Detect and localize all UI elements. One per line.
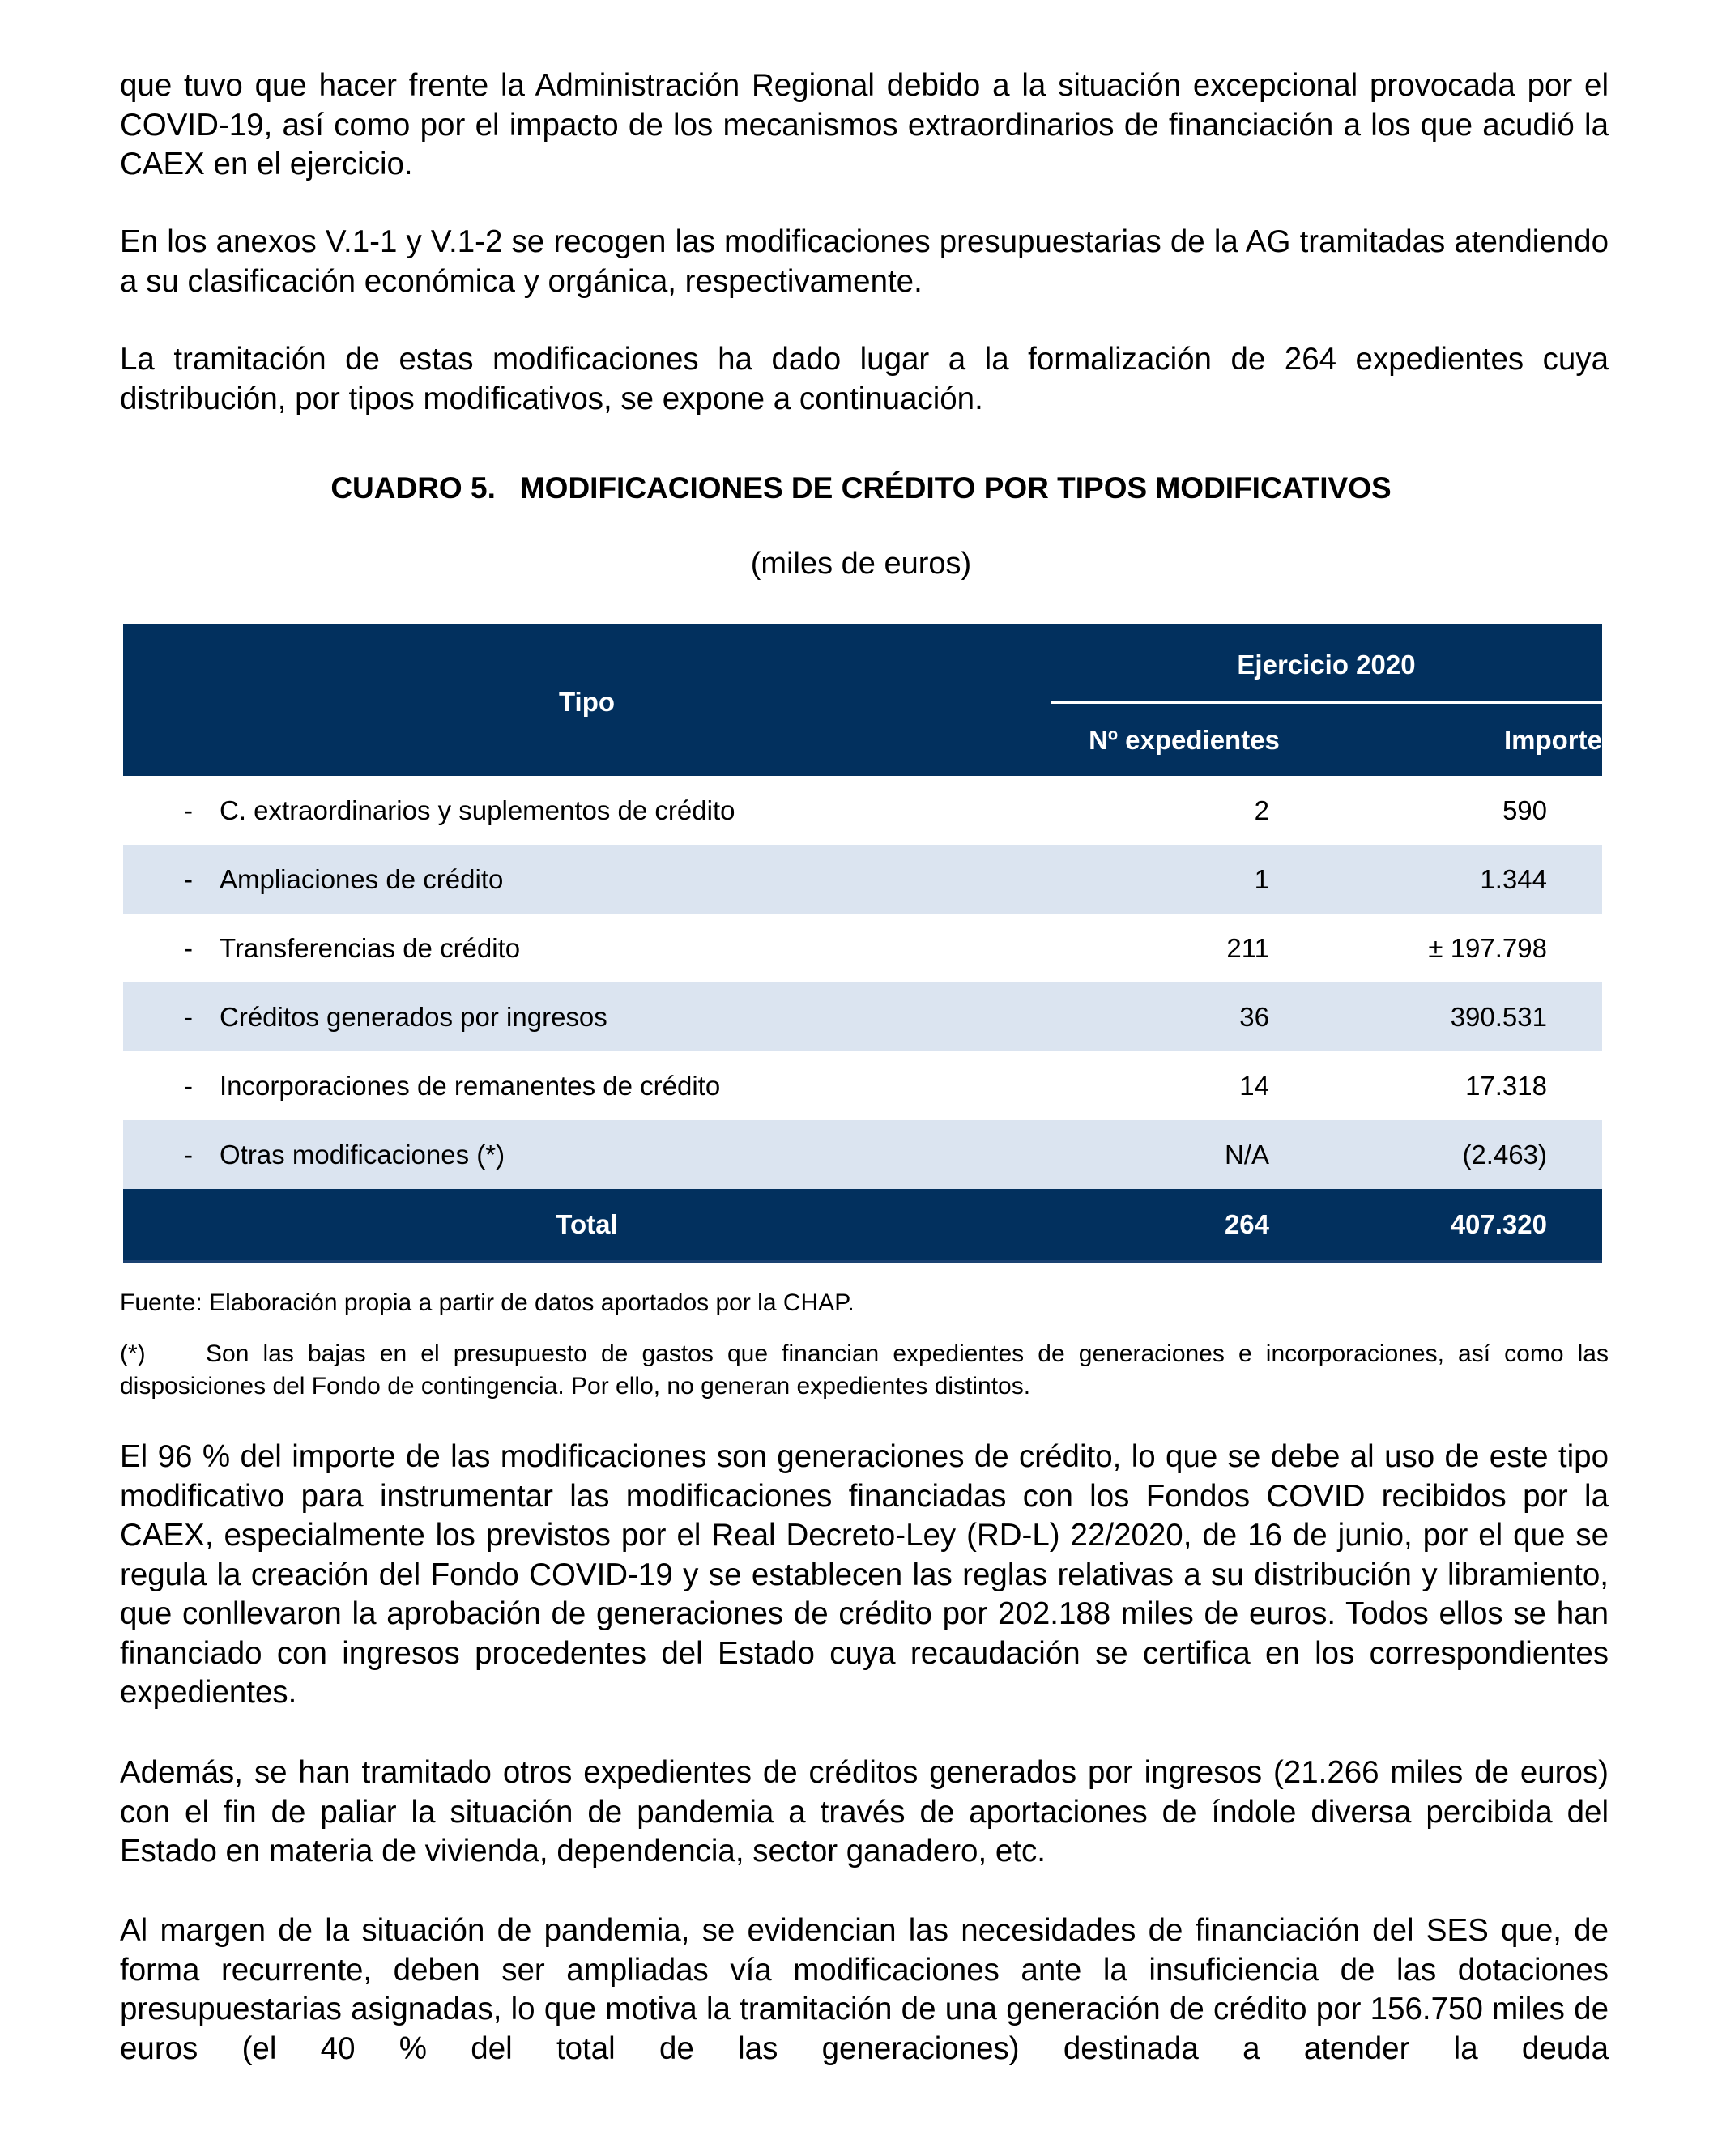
- table-row: [123, 845, 1602, 914]
- paragraph-otros-expedientes: Además, se han tramitado otros expedientes de créditos generados por ingresos (21.266 miles de euros) con el fin de paliar la situación de pandemia a través de aportaciones de índole diversa percibida del Estado en materia de vivienda, dependencia, sector ganadero, etc.: [120, 1755, 1609, 1868]
- row-expedientes: N/A: [1051, 1120, 1318, 1189]
- table-title: [0, 471, 1722, 505]
- row-tipo-text: Transferencias de crédito: [220, 932, 521, 963]
- table-row: [123, 1051, 1602, 1120]
- total-importe: 407.320: [1318, 1189, 1602, 1262]
- row-importe: 390.531: [1318, 982, 1602, 1051]
- footnote: [120, 1338, 1609, 1403]
- row-bullet: -: [184, 863, 193, 894]
- row-tipo: [123, 845, 1051, 914]
- row-expedientes: 36: [1051, 982, 1318, 1051]
- table-number: CUADRO 5.: [330, 471, 496, 505]
- row-expedientes: 211: [1051, 914, 1318, 982]
- row-expedientes: 2: [1051, 776, 1318, 845]
- row-bullet: -: [184, 1139, 193, 1170]
- row-expedientes: 1: [1051, 845, 1318, 914]
- total-expedientes: 264: [1051, 1189, 1318, 1262]
- total-label: Total: [123, 1189, 1051, 1262]
- row-tipo: [123, 1051, 1051, 1120]
- row-tipo-text: Incorporaciones de remanentes de crédito: [220, 1070, 721, 1101]
- row-importe: 590: [1318, 776, 1602, 845]
- table-row: [123, 776, 1602, 845]
- row-importe: 1.344: [1318, 845, 1602, 914]
- row-bullet: -: [184, 1070, 193, 1101]
- table-body: [123, 776, 1602, 1262]
- header-importe: Importe: [1318, 702, 1602, 776]
- table-total-row: [123, 1189, 1602, 1262]
- row-bullet: -: [184, 1001, 193, 1032]
- row-tipo-text: Créditos generados por ingresos: [220, 1001, 607, 1032]
- table-row: [123, 914, 1602, 982]
- source-note: Fuente: Elaboración propia a partir de datos aportados por la CHAP.: [120, 1289, 855, 1316]
- row-importe: (2.463): [1318, 1120, 1602, 1189]
- table-title-text: MODIFICACIONES DE CRÉDITO POR TIPOS MODIFICATIVOS: [519, 471, 1392, 505]
- paragraph-expedientes-intro: La tramitación de estas modificaciones ha dado lugar a la formalización de 264 expedientes cuya distribución, por tipos modificativos, se expone a continuación.: [120, 342, 1609, 416]
- modificaciones-table: [123, 624, 1602, 1263]
- footnote-mark: (*): [120, 1340, 146, 1367]
- row-bullet: -: [184, 932, 193, 963]
- row-tipo: [123, 1120, 1051, 1189]
- row-tipo-text: C. extraordinarios y suplementos de crédito: [220, 795, 735, 825]
- paragraph-generaciones: El 96 % del importe de las modificaciones son generaciones de crédito, lo que se debe al uso de este tipo modificativo para instrumentar las modificaciones financiadas con los Fondos COVID recibidos por la CAEX, especialmente los previstos por el Real Decreto-Ley (RD-L) 22/2020, de 16 de junio, por el que se regula la creación del Fondo COVID-19 y se establecen las reglas relativas a su distribución y libramiento, que conllevaron la aprobación de generaciones de crédito por 202.188 miles de euros. Todos ellos se han financiado con ingresos procedentes del Estado cuya recaudación se certifica en los correspondientes expedientes.: [120, 1439, 1609, 1710]
- table-row: [123, 982, 1602, 1051]
- header-expedientes: Nº expedientes: [1051, 702, 1318, 776]
- row-tipo: [123, 776, 1051, 845]
- row-expedientes: 14: [1051, 1051, 1318, 1120]
- paragraph-covid-impact: que tuvo que hacer frente la Administración Regional debido a la situación excepcional provocada por el COVID-19, así como por el impacto de los mecanismos extraordinarios de financiación a los que acudió la CAEX en el ejercicio.: [120, 68, 1609, 181]
- row-importe: ± 197.798: [1318, 914, 1602, 982]
- header-tipo: Tipo: [123, 626, 1051, 776]
- row-tipo-text: Ampliaciones de crédito: [220, 863, 504, 894]
- row-bullet: -: [184, 795, 193, 825]
- row-tipo: [123, 914, 1051, 982]
- header-ejercicio: Ejercicio 2020: [1051, 626, 1602, 702]
- row-tipo-text: Otras modificaciones (*): [220, 1139, 505, 1170]
- paragraph-anexos: En los anexos V.1-1 y V.1-2 se recogen las modificaciones presupuestarias de la AG tramitadas atendiendo a su clasificación económica y orgánica, respectivamente.: [120, 224, 1609, 299]
- header-row-group: [123, 626, 1602, 702]
- table-header: [123, 626, 1602, 776]
- row-tipo: [123, 982, 1051, 1051]
- table-row: [123, 1120, 1602, 1189]
- paragraph-ses: Al margen de la situación de pandemia, se evidencian las necesidades de financiación del SES que, de forma recurrente, deben ser ampliadas vía modificaciones ante la insuficiencia de las dotaciones presupuestarias asignadas, lo que motiva la tramitación de una generación de crédito por 156.750 miles de euros (el 40 % del total de las generaciones) destinada a atender la deuda: [120, 1913, 1609, 2066]
- footnote-text: Son las bajas en el presupuesto de gastos que financian expedientes de generaciones e incorporaciones, así como las disposiciones del Fondo de contingencia. Por ello, no generan expedientes distintos.: [120, 1340, 1609, 1400]
- row-importe: 17.318: [1318, 1051, 1602, 1120]
- table-units: (miles de euros): [750, 547, 972, 581]
